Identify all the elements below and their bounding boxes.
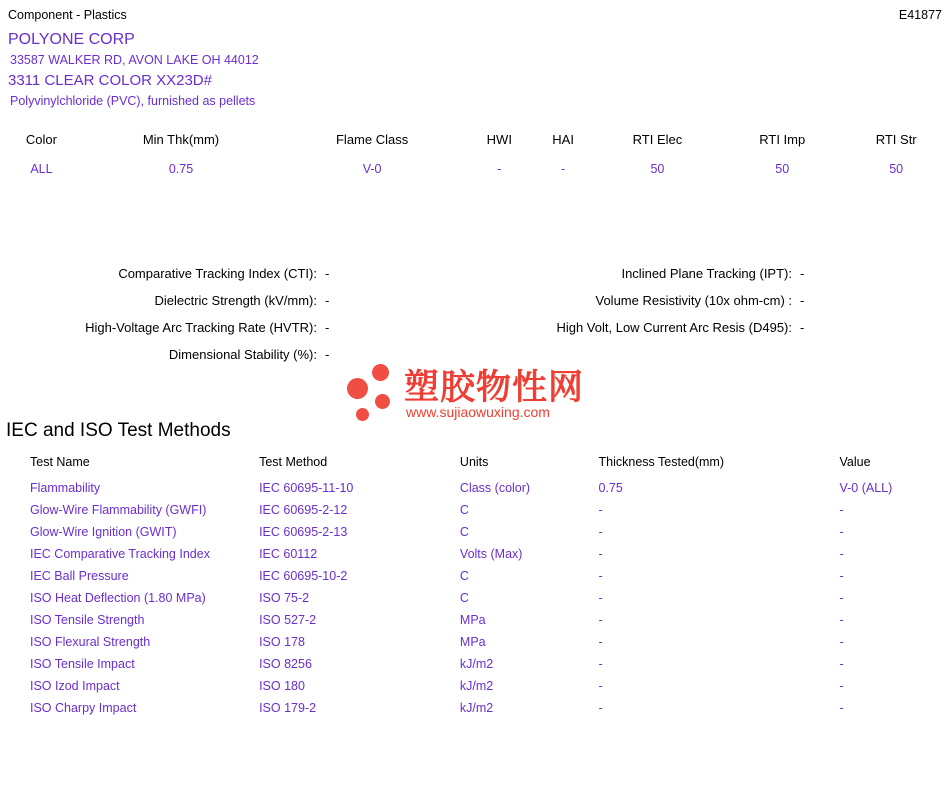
cti-value: - bbox=[325, 266, 330, 281]
table-row bbox=[0, 547, 950, 569]
page-title: IEC and ISO Test Methods bbox=[6, 420, 231, 441]
cell-thickness: - bbox=[598, 525, 603, 539]
table-row bbox=[0, 525, 950, 547]
property-row bbox=[0, 320, 950, 335]
cell-test-method: IEC 60695-11-10 bbox=[259, 481, 354, 495]
methods-col-units: Units bbox=[459, 455, 489, 469]
hvtr-value: - bbox=[325, 320, 330, 335]
cell-value: - bbox=[839, 635, 844, 649]
table-row bbox=[0, 569, 950, 591]
cell-test-method: ISO 179-2 bbox=[259, 701, 317, 715]
ratings-value-hwi: - bbox=[497, 162, 502, 176]
watermark-dot-icon bbox=[356, 408, 369, 421]
cell-thickness: - bbox=[598, 547, 603, 561]
ratings-col-min-thk: Min Thk(mm) bbox=[142, 132, 220, 147]
methods-col-test-method: Test Method bbox=[259, 455, 328, 469]
cell-value: - bbox=[839, 657, 844, 671]
cell-test-name: ISO Charpy Impact bbox=[30, 701, 137, 715]
cell-test-method: ISO 75-2 bbox=[259, 591, 310, 605]
property-pair-left bbox=[0, 320, 475, 335]
property-pair-right bbox=[475, 320, 950, 335]
cell-thickness: - bbox=[598, 569, 603, 583]
ratings-col-rti-imp: RTI Imp bbox=[759, 132, 806, 147]
methods-col-test-name: Test Name bbox=[30, 455, 90, 469]
cell-units: kJ/m2 bbox=[459, 679, 494, 693]
ratings-col-flame-class: Flame Class bbox=[335, 132, 409, 147]
document-header bbox=[8, 8, 942, 22]
property-pair-left bbox=[0, 266, 475, 281]
cell-thickness: - bbox=[598, 635, 603, 649]
d495-label: High Volt, Low Current Arc Resis (D495): bbox=[556, 320, 792, 335]
ipt-label: Inclined Plane Tracking (IPT): bbox=[621, 266, 792, 281]
cell-value: - bbox=[839, 679, 844, 693]
table-row bbox=[0, 481, 950, 503]
cell-thickness: - bbox=[598, 701, 603, 715]
cell-thickness: - bbox=[598, 613, 603, 627]
cell-test-method: ISO 8256 bbox=[259, 657, 312, 671]
company-address: 33587 WALKER RD, AVON LAKE OH 44012 bbox=[10, 53, 259, 67]
cell-units: Volts (Max) bbox=[459, 547, 523, 561]
file-number: E41877 bbox=[898, 8, 942, 22]
cell-test-method: ISO 527-2 bbox=[259, 613, 317, 627]
ratings-value-min-thk: 0.75 bbox=[168, 162, 194, 176]
dielectric-strength-value: - bbox=[325, 293, 330, 308]
cell-test-method: IEC 60112 bbox=[259, 547, 318, 561]
property-row bbox=[0, 347, 950, 362]
cell-test-name: ISO Heat Deflection (1.80 MPa) bbox=[30, 591, 206, 605]
cell-test-method: ISO 180 bbox=[259, 679, 305, 693]
cell-units: MPa bbox=[459, 635, 486, 649]
table-row bbox=[0, 161, 950, 177]
dimensional-stability-value: - bbox=[325, 347, 330, 362]
watermark-dot-icon bbox=[375, 394, 390, 409]
cell-units: kJ/m2 bbox=[459, 701, 494, 715]
volume-resistivity-value: - bbox=[800, 293, 805, 308]
cell-test-name: IEC Ball Pressure bbox=[30, 569, 129, 583]
d495-value: - bbox=[800, 320, 805, 335]
ratings-value-hai: - bbox=[561, 162, 566, 176]
ratings-col-rti-str: RTI Str bbox=[875, 132, 917, 147]
dielectric-strength-label: Dielectric Strength (kV/mm): bbox=[154, 293, 317, 308]
cell-test-name: IEC Comparative Tracking Index bbox=[30, 547, 210, 561]
watermark-brand-text: 塑胶物性网 bbox=[404, 368, 585, 408]
ratings-value-rti-imp: 50 bbox=[775, 162, 790, 176]
property-pair-left bbox=[0, 293, 475, 308]
ratings-value-rti-elec: 50 bbox=[650, 162, 665, 176]
cell-units: C bbox=[459, 525, 469, 539]
methods-header-row bbox=[0, 455, 950, 481]
table-row bbox=[0, 613, 950, 635]
table-row bbox=[0, 701, 950, 723]
volume-resistivity-label: Volume Resistivity (10x ohm-cm) : bbox=[595, 293, 792, 308]
empty-label bbox=[475, 347, 800, 362]
material-description: Polyvinylchloride (PVC), furnished as pellets bbox=[10, 94, 256, 108]
cell-thickness: 0.75 bbox=[598, 481, 623, 495]
empty-value bbox=[800, 347, 950, 362]
cti-label: Comparative Tracking Index (CTI): bbox=[118, 266, 317, 281]
cell-units: MPa bbox=[459, 613, 486, 627]
cell-value: V-0 (ALL) bbox=[839, 481, 893, 495]
cell-value: - bbox=[839, 591, 844, 605]
hvtr-label: High-Voltage Arc Tracking Rate (HVTR): bbox=[85, 320, 317, 335]
ratings-col-color: Color bbox=[25, 132, 57, 147]
cell-test-name: ISO Flexural Strength bbox=[30, 635, 151, 649]
table-row bbox=[0, 679, 950, 701]
cell-units: C bbox=[459, 503, 469, 517]
table-row bbox=[0, 503, 950, 525]
cell-units: Class (color) bbox=[459, 481, 531, 495]
cell-test-name: Glow-Wire Ignition (GWIT) bbox=[30, 525, 177, 539]
component-category: Component - Plastics bbox=[8, 8, 127, 22]
cell-units: C bbox=[459, 591, 469, 605]
ratings-col-rti-elec: RTI Elec bbox=[632, 132, 683, 147]
ratings-col-hai: HAI bbox=[552, 132, 574, 147]
cell-value: - bbox=[839, 569, 844, 583]
cell-value: - bbox=[839, 701, 844, 715]
ipt-value: - bbox=[800, 266, 805, 281]
dimensional-stability-label: Dimensional Stability (%): bbox=[168, 347, 317, 362]
cell-value: - bbox=[839, 547, 844, 561]
ratings-value-rti-str: 50 bbox=[889, 162, 904, 176]
cell-test-name: ISO Tensile Impact bbox=[30, 657, 135, 671]
cell-test-method: IEC 60695-2-12 bbox=[259, 503, 348, 517]
cell-test-method: ISO 178 bbox=[259, 635, 305, 649]
cell-test-name: Flammability bbox=[30, 481, 101, 495]
cell-value: - bbox=[839, 525, 844, 539]
ratings-value-flame-class: V-0 bbox=[362, 162, 382, 176]
ratings-col-hwi: HWI bbox=[486, 132, 512, 147]
property-row bbox=[0, 293, 950, 308]
cell-thickness: - bbox=[598, 503, 603, 517]
cell-test-name: Glow-Wire Flammability (GWFI) bbox=[30, 503, 207, 517]
ratings-table bbox=[0, 131, 950, 177]
property-row bbox=[0, 266, 950, 281]
test-methods-table bbox=[0, 455, 950, 723]
cell-test-method: IEC 60695-2-13 bbox=[259, 525, 348, 539]
table-row bbox=[0, 657, 950, 679]
methods-col-thickness: Thickness Tested(mm) bbox=[598, 455, 724, 469]
cell-units: kJ/m2 bbox=[459, 657, 494, 671]
cell-thickness: - bbox=[598, 591, 603, 605]
property-pair-right-empty bbox=[475, 347, 950, 362]
cell-units: C bbox=[459, 569, 469, 583]
ratings-header-row bbox=[0, 131, 950, 161]
watermark-dot-icon bbox=[347, 378, 368, 399]
property-pair-right bbox=[475, 293, 950, 308]
electrical-properties-block bbox=[0, 266, 950, 374]
methods-col-value: Value bbox=[839, 455, 871, 469]
cell-thickness: - bbox=[598, 657, 603, 671]
product-designation: 3311 CLEAR COLOR XX23D# bbox=[8, 72, 212, 89]
company-name: POLYONE CORP bbox=[8, 31, 135, 48]
cell-test-method: IEC 60695-10-2 bbox=[259, 569, 348, 583]
watermark-url: www.sujiaowuxing.com bbox=[406, 404, 550, 420]
cell-thickness: - bbox=[598, 679, 603, 693]
cell-value: - bbox=[839, 613, 844, 627]
table-row bbox=[0, 635, 950, 657]
ratings-value-color: ALL bbox=[30, 162, 53, 176]
table-row bbox=[0, 591, 950, 613]
cell-value: - bbox=[839, 503, 844, 517]
property-pair-right bbox=[475, 266, 950, 281]
property-pair-left bbox=[0, 347, 475, 362]
cell-test-name: ISO Tensile Strength bbox=[30, 613, 145, 627]
cell-test-name: ISO Izod Impact bbox=[30, 679, 120, 693]
